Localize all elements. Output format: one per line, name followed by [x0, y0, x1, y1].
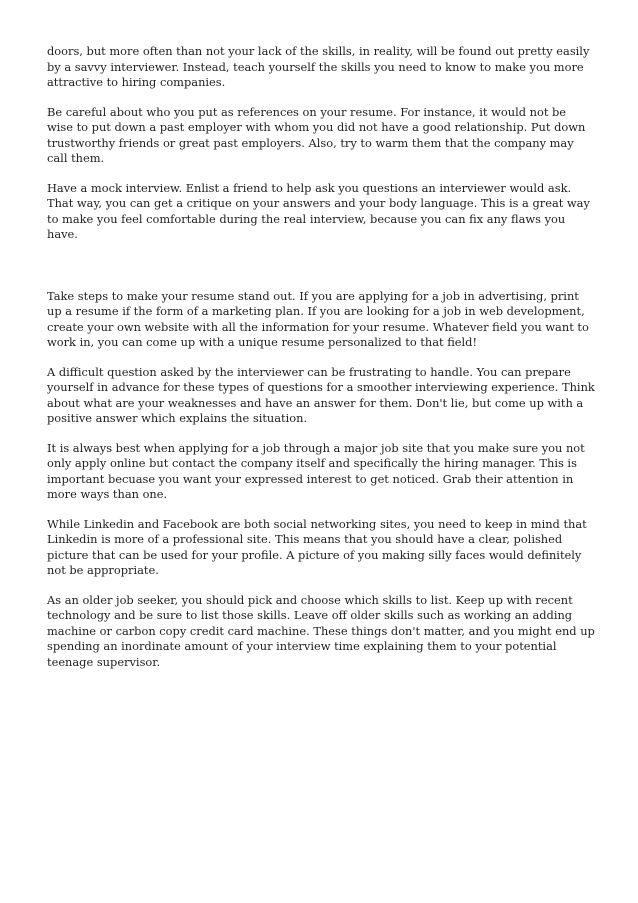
paragraph-resume-stand-out: Take steps to make your resume stand out. If you are applying for a job in advertising, print up a resume if the form of a marketing plan. If you are looking for a job in web development, create your own website with all the information for your resume. Whatever field you want to work in, you can come up with a unique resume personalized to that field! [47, 288, 589, 349]
paragraph-job-site: It is always best when applying for a job through a major job site that you make sure you not only apply online but contact the company itself and specifically the hiring manager. This is important becuase you want your expressed interest to get noticed. Grab their attention in more ways than one. [47, 440, 585, 501]
paragraph-mock-interview: Have a mock interview. Enlist a friend to help ask you questions an interviewer would ask. That way, you can get a critique on your answers and your body language. This is a great way to make you feel comfortable during the real interview, because you can fix any flaws you have. [47, 180, 590, 241]
paragraph-difficult-question: A difficult question asked by the interviewer can be frustrating to handle. You can prepare yourself in advance for these types of questions for a smoother interviewing experience. Think about what are your weaknesses and have an answer for them. Don't lie, but come up with a positive answer which explains the situation. [47, 364, 595, 425]
paragraph-skills-continuation: doors, but more often than not your lack of the skills, in reality, will be found out pretty easily by a savvy interviewer. Instead, teach yourself the skills you need to know to make you more attractive to hiring companies. [47, 44, 590, 89]
paragraph-references: Be careful about who you put as references on your resume. For instance, it would not be wise to put down a past employer with whom you did not have a good relationship. Put down trustworthy friends or great past employers. Also, try to warm them that the company may call them. [47, 104, 586, 165]
document-body [47, 44, 595, 684]
paragraph-linkedin: While Linkedin and Facebook are both social networking sites, you need to keep in mind that Linkedin is more of a professional site. This means that you should have a clear, polished picture that can be used for your profile. A picture of you making silly faces would definitely not be appropriate. [47, 516, 587, 577]
paragraph-older-job-seeker: As an older job seeker, you should pick and choose which skills to list. Keep up with recent technology and be sure to list those skills. Leave off older skills such as working an adding machine or carbon copy credit card machine. These things don't matter, and you might end up spending an inordinate amount of your interview time explaining them to your potential teenage supervisor. [47, 592, 595, 669]
